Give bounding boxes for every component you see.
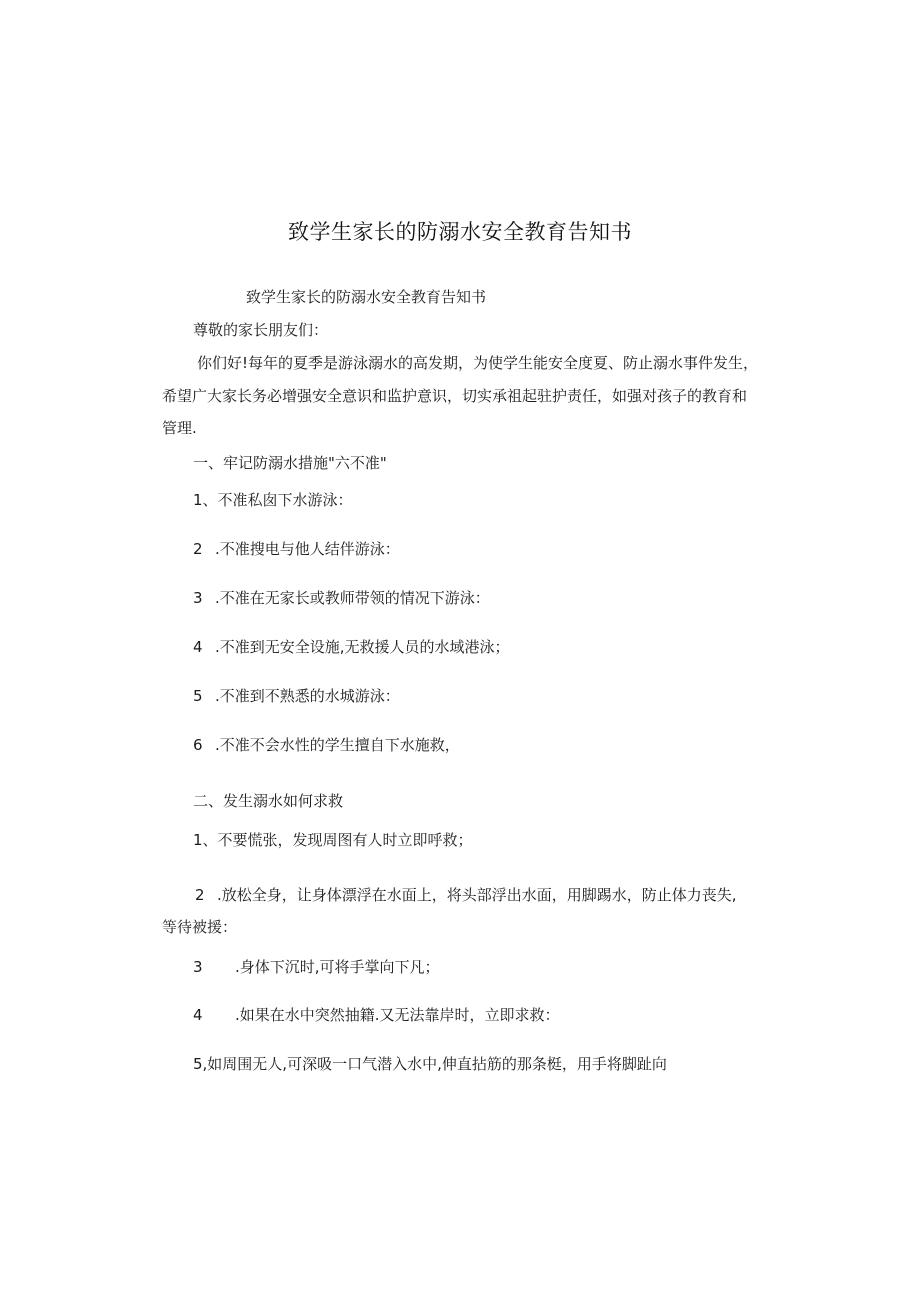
document-title: 致学生家长的防溺水安全教育告知书 bbox=[288, 220, 632, 244]
section2-item-2 bbox=[195, 884, 737, 905]
section1-item-2 bbox=[193, 538, 400, 559]
section2-heading: 二、发生溺水如何求救 bbox=[193, 792, 344, 810]
item-number: 3 bbox=[193, 958, 203, 976]
intro-line-1: 你们好!每年的夏季是游泳溺水的高发期，为使学生能安全度夏、防止溺水事件发生， bbox=[197, 354, 759, 372]
item-text: .不准搜电与他人结伴游泳： bbox=[215, 540, 400, 558]
item-number: 4 bbox=[193, 1006, 203, 1024]
item-number: 5 bbox=[193, 687, 203, 705]
section1-item-3 bbox=[193, 587, 490, 608]
item-text: .不准到不熟悉的水城游泳： bbox=[215, 687, 400, 705]
item-text: .不准不会水性的学生擅自下水施救， bbox=[215, 736, 460, 754]
item-number: 6 bbox=[193, 736, 203, 754]
section2-item-1: 1、不要慌张，发现周图有人时立即呼救； bbox=[193, 831, 473, 849]
item-number: 4 bbox=[193, 638, 203, 656]
section1-item-6 bbox=[193, 734, 460, 755]
item-number: 1 bbox=[193, 491, 203, 509]
salutation: 尊敬的家长朋友们： bbox=[193, 321, 329, 339]
item-text: 、不准私囱下水游泳： bbox=[202, 491, 353, 509]
item-text: .身体下沉时,可将手掌向下凡； bbox=[235, 958, 440, 976]
item-text: .如果在水中突然抽籍.又无法靠岸时，立即求救： bbox=[235, 1006, 560, 1024]
item-text: .不准到无安全设施,无救援人员的水域港泳； bbox=[215, 638, 510, 656]
section2-item-5: 5,如周围无人,可深吸一口气潜入水中,伸直拈筋的那条梃，用手将脚趾向 bbox=[193, 1055, 667, 1073]
section2-item-2-continued: 等待被援： bbox=[162, 918, 238, 936]
item-number: 2 bbox=[193, 540, 203, 558]
section1-heading: 一、牢记防溺水措施"六不准" bbox=[193, 454, 387, 472]
item-number: 2 bbox=[195, 886, 205, 904]
section1-item-5 bbox=[193, 685, 400, 706]
section1-item-4 bbox=[193, 636, 510, 657]
item-text: .不准在无家长或教师带领的情况下游泳： bbox=[215, 589, 490, 607]
intro-line-2: 希望广大家长务必增强安全意识和监护意识，切实承祖起驻护责任，如强对孩子的教育和 bbox=[162, 387, 748, 405]
section1-item-1 bbox=[193, 489, 353, 510]
document-subtitle: 致学生家长的防溺水安全教育告知书 bbox=[246, 288, 487, 306]
item-text: .放松全身，让身体漂浮在水面上，将头部浮出水面，用脚踢水，防止体力丧失, bbox=[217, 886, 737, 904]
intro-line-3: 管理. bbox=[162, 419, 197, 437]
section2-item-4 bbox=[193, 1004, 560, 1025]
section2-item-3 bbox=[193, 956, 440, 977]
item-number: 3 bbox=[193, 589, 203, 607]
